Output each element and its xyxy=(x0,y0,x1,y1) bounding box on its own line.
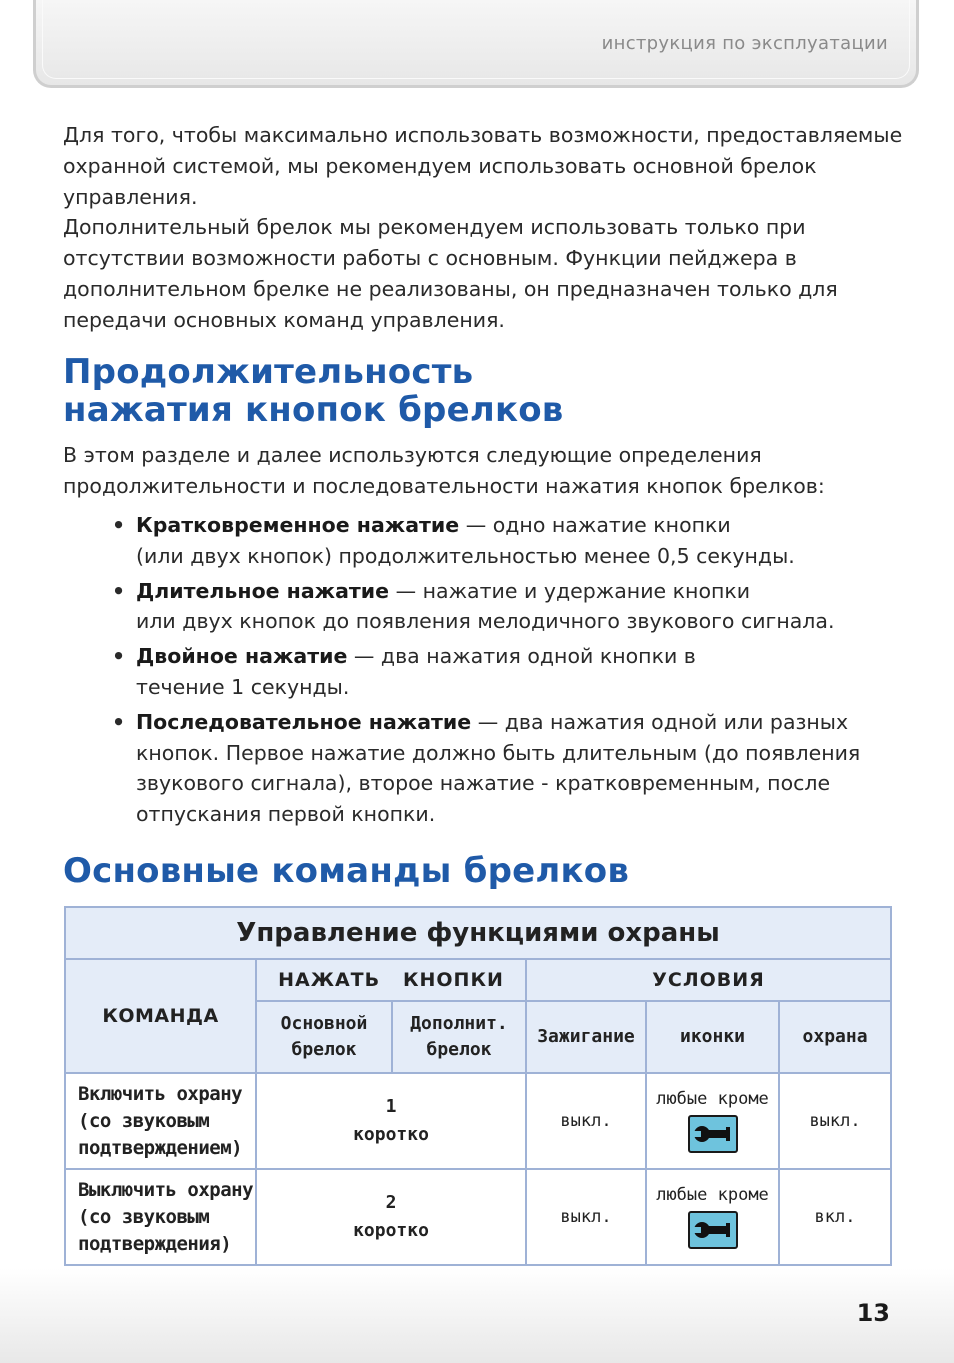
header-extra-fob xyxy=(392,1001,526,1073)
page-footer xyxy=(0,1268,954,1363)
header-title: инструкция по эксплуатации xyxy=(601,33,888,54)
table-row xyxy=(65,1169,891,1265)
header-main-fob-line-2: брелок xyxy=(291,1039,357,1060)
commands-table xyxy=(64,906,892,1266)
press-cell xyxy=(256,1073,526,1169)
header-guard: охрана xyxy=(779,1001,891,1073)
header-conditions: УСЛОВИЯ xyxy=(526,959,891,1001)
header-press-buttons: НАЖАТЬ КНОПКИ xyxy=(256,959,526,1001)
bullet-dot: • xyxy=(112,644,126,669)
command-line: Включить охрану xyxy=(78,1082,243,1105)
command-line: подтверждения) xyxy=(78,1232,232,1255)
wrench-icon-svg xyxy=(690,1213,736,1247)
commands-table-wrap xyxy=(64,906,890,1266)
section-title-line-1: Продолжительность xyxy=(63,352,474,392)
command-line: (со звуковым xyxy=(78,1205,210,1228)
command-cell xyxy=(65,1169,256,1265)
bullet-dot: • xyxy=(112,513,126,537)
table-title: Управление функциями охраны xyxy=(65,907,891,959)
page-header xyxy=(33,0,919,88)
command-cell xyxy=(65,1073,256,1169)
header-icons: иконки xyxy=(646,1001,779,1073)
press-count: 2 xyxy=(385,1192,397,1213)
wrench-icon-svg xyxy=(690,1117,736,1151)
bullet-line-2: или двух кнопок до появления мелодичного звукового сигнала. xyxy=(136,609,835,634)
icons-label: любые кроме xyxy=(656,1184,769,1205)
command-line: Выключить охрану xyxy=(78,1178,254,1201)
press-cell xyxy=(256,1169,526,1265)
bullet-term: Кратковременное нажатие xyxy=(136,513,460,537)
icons-cell xyxy=(646,1073,779,1169)
icons-label: любые кроме xyxy=(656,1088,769,1109)
icons-cell xyxy=(646,1169,779,1265)
section-intro: В этом разделе и далее используются следующие определения продолжительности и последовательности нажатия кнопок брелков: xyxy=(63,443,825,498)
press-count: 1 xyxy=(385,1096,397,1117)
press-type: коротко xyxy=(353,1220,429,1241)
intro-paragraph-2: Дополнительный брелок мы рекомендуем использовать только при отсутствии возможности работы с основным. Функции пейджера в дополнительном брелке не реализованы, он предназначен только для передачи основных команд управления. xyxy=(63,215,838,332)
bullet-line-1 xyxy=(136,641,900,672)
list-item xyxy=(110,641,900,703)
bullet-term: Последовательное нажатие xyxy=(136,709,472,734)
guard-cell: вкл. xyxy=(779,1169,891,1265)
header-main-fob-line-1: Основной xyxy=(280,1013,368,1034)
bullet-line-2: течение 1 секунды. xyxy=(136,674,350,699)
header-extra-fob-line-2: брелок xyxy=(426,1039,492,1060)
header-extra-fob-line-1: Дополнит. xyxy=(410,1013,508,1034)
bullet-desc: — два нажатия одной или разных xyxy=(471,709,849,734)
bullet-line-2: кнопок. Первое нажатие должно быть длительным (до появления звукового сигнала), второе нажатие - кратковременным, после отпускания первой кнопки. xyxy=(136,740,861,827)
bullet-line-1 xyxy=(136,576,900,607)
header-main-fob xyxy=(256,1001,392,1073)
bullet-line-1 xyxy=(136,510,900,541)
bullet-line-1 xyxy=(136,707,900,738)
bullet-desc: — одно нажатие кнопки xyxy=(459,513,731,537)
list-item xyxy=(110,707,900,830)
section-title-line-2: нажатия кнопок брелков xyxy=(63,390,564,430)
table-row xyxy=(65,1073,891,1169)
definitions-list xyxy=(110,510,900,834)
bullet-term: Длительное нажатие xyxy=(136,578,390,603)
command-line: (со звуковым xyxy=(78,1109,210,1132)
bullet-dot: • xyxy=(112,578,126,603)
bullet-line-2: (или двух кнопок) продолжительностью менее 0,5 секунды. xyxy=(136,543,795,568)
page-number: 13 xyxy=(856,1299,890,1327)
list-item xyxy=(110,576,900,638)
bullet-desc: — нажатие и удержание кнопки xyxy=(389,578,751,603)
intro-paragraph-1: Для того, чтобы максимально использовать возможности, предоставляемые охранной системой, мы рекомендуем использовать основной брелок управления. xyxy=(63,123,903,209)
intro-text xyxy=(63,120,903,336)
header-ignition: Зажигание xyxy=(526,1001,646,1073)
press-type: коротко xyxy=(353,1124,429,1145)
list-item xyxy=(110,510,900,572)
ignition-cell: выкл. xyxy=(526,1169,646,1265)
wrench-icon xyxy=(688,1115,738,1153)
bullet-term: Двойное нажатие xyxy=(136,644,348,669)
section-title-press-duration xyxy=(63,353,564,429)
wrench-icon xyxy=(688,1211,738,1249)
ignition-cell: выкл. xyxy=(526,1073,646,1169)
header-command: КОМАНДА xyxy=(65,959,256,1073)
guard-cell: выкл. xyxy=(779,1073,891,1169)
bullet-dot: • xyxy=(112,709,126,734)
bullet-desc: — два нажатия одной кнопки в xyxy=(347,644,696,669)
section-title-main-commands: Основные команды брелков xyxy=(63,851,630,891)
command-line: подтверждением) xyxy=(78,1136,243,1159)
